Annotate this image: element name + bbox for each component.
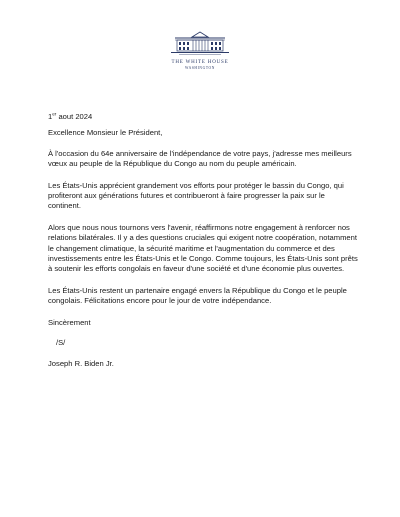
paragraph-2: Les États-Unis apprécient grandement vos efforts pour protéger le bassin du Congo, qui profiteront aux générations futures et contribueront à faire progresser la paix sur le continent. [48, 180, 344, 211]
white-house-logo-icon [165, 28, 235, 58]
date-suffix: er [52, 111, 57, 117]
signer-name: Joseph R. Biden Jr. [48, 358, 114, 368]
letterhead [0, 28, 400, 70]
letterhead-city: WASHINGTON [185, 66, 215, 70]
date-rest: aout 2024 [56, 112, 93, 121]
letter-date [48, 112, 358, 122]
paragraph-3: Alors que nous nous tournons vers l'avenir, réaffirmons notre engagement à renforcer nos relations bilatérales. Il y a des questions cruciales qui exigent notre coopération, notamment le changement climatique, la sécurité maritime et l'augmentation du commerce et des investissements entre les États-Unis et le Congo. Comme toujours, les États-Unis sont prêts à soutenir les efforts congolais en faveur d'une société et d'une économie plus ouvertes. [48, 222, 358, 274]
closing: Sincèrement [48, 317, 91, 327]
paragraph-4: Les États-Unis restent un partenaire engagé envers la République du Congo et le peuple congolais. Félicitations encore pour le jour de votre indépendance. [48, 285, 347, 306]
date-day: 1 [48, 112, 53, 121]
paragraph-1: À l'occasion du 64e anniversaire de l'indépendance de votre pays, j'adresse mes meilleurs vœux au peuple de la République du Congo au nom du peuple américain. [48, 148, 352, 169]
letter-body [48, 112, 358, 369]
salutation: Excellence Monsieur le Président, [48, 128, 163, 138]
letterhead-title: THE WHITE HOUSE [171, 60, 229, 65]
signature: /S/ [56, 338, 66, 348]
